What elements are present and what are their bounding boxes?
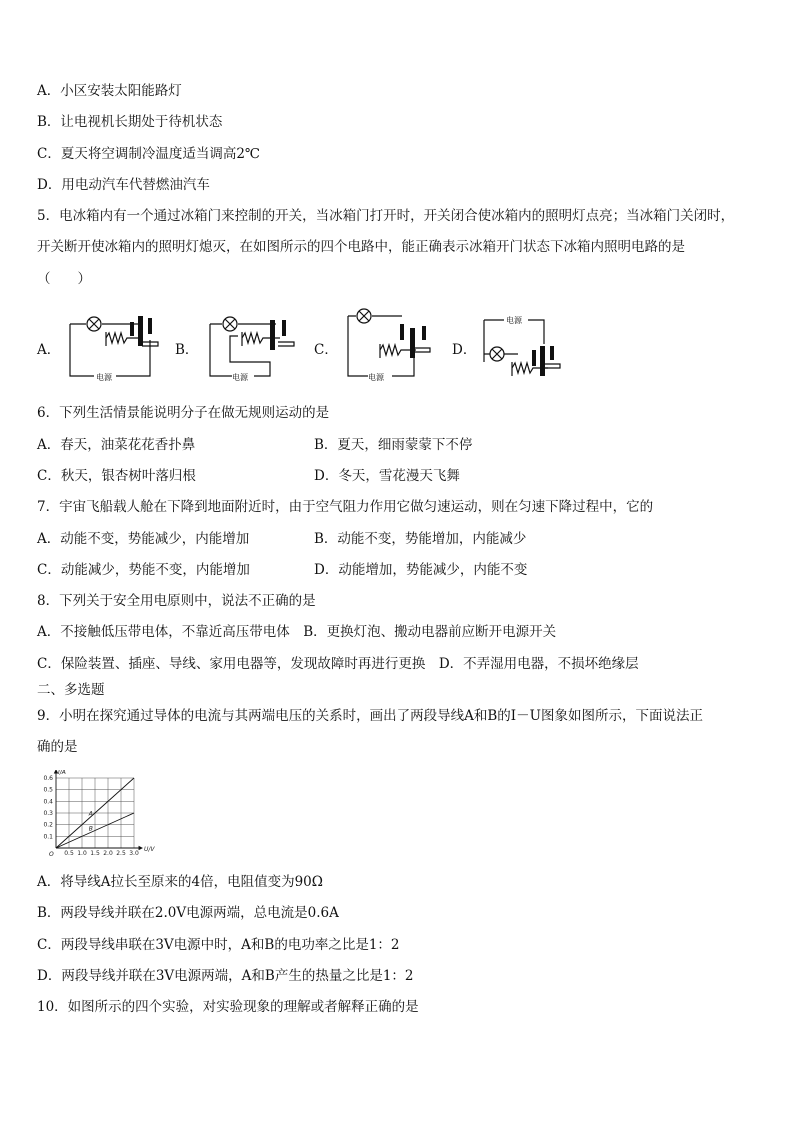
q9-stem-line2: 确的是 <box>37 739 78 755</box>
y-tick-label: 0.3 <box>43 810 53 817</box>
q4-option-a: A．小区安装太阳能路灯 <box>37 83 182 99</box>
q8-stem: 8．下列关于安全用电原则中，说法不正确的是 <box>37 593 316 609</box>
x-tick-label: 3.0 <box>129 850 139 857</box>
q9-stem-line1: 9．小明在探究通过导体的电流与其两端电压的关系时，画出了两段导线A和B的I－U图象如图所示，下面说法正 <box>37 708 703 724</box>
q6-option-d: D．冬天，雪花漫天飞舞 <box>314 468 460 484</box>
q10-stem: 10．如图所示的四个实验，对实验现象的理解或者解释正确的是 <box>37 999 419 1015</box>
q6-option-b: B．夏天，细雨蒙蒙下不停 <box>314 437 473 453</box>
q5-diagram-label-c: C． <box>314 342 338 358</box>
y-tick-label: 0.4 <box>43 798 53 806</box>
power-source-label: 电源 <box>368 373 384 382</box>
q8-options-ab: A．不接触低压带电体，不靠近高压带电体 B．更换灯泡、搬动电器前应断开电源开关 <box>37 624 557 640</box>
q7-option-d: D．动能增加，势能减少，内能不变 <box>314 562 528 578</box>
q5-stem-line1: 5．电冰箱内有一个通过冰箱门来控制的开关，当冰箱门打开时，开关闭合使冰箱内的照明灯点亮；当冰箱门关闭时， <box>37 208 735 224</box>
x-axis-arrow <box>139 847 142 850</box>
power-source-label: 电源 <box>506 316 522 325</box>
iu-graph <box>36 770 156 862</box>
y-tick-label: 0.5 <box>43 786 53 794</box>
series-label-b: B <box>88 825 93 833</box>
x-tick-label: 0.5 <box>64 850 74 857</box>
origin-label: O <box>49 851 54 858</box>
y-tick-label: 0.6 <box>43 775 53 782</box>
q5-diagram-label-b: B． <box>175 342 199 358</box>
x-tick-label: 2.5 <box>116 850 126 857</box>
q4-option-c: C．夏天将空调制冷温度适当调高2℃ <box>37 146 261 162</box>
q7-stem: 7．宇宙飞船载人舱在下降到地面附近时，由于空气阻力作用它做匀速运动，则在匀速下降过程中，它的 <box>37 499 654 515</box>
q6-option-a: A．春天，油菜花花香扑鼻 <box>37 437 196 453</box>
q5-answer-blank: （ ） <box>37 271 91 287</box>
q6-stem: 6．下列生活情景能说明分子在做无规则运动的是 <box>37 405 330 421</box>
power-source-label: 电源 <box>96 373 112 382</box>
power-source-label: 电源 <box>232 373 248 382</box>
q4-option-d: D．用电动汽车代替燃油汽车 <box>37 177 210 193</box>
x-axis-label: U/V <box>144 846 155 853</box>
circuit-diagram-b <box>204 306 304 384</box>
q9-option-b: B．两段导线并联在2.0V电源两端，总电流是0.6A <box>37 905 339 921</box>
q6-option-c: C．秋天，银杏树叶落归根 <box>37 468 196 484</box>
x-tick-label: 2.0 <box>103 850 113 857</box>
q9-option-c: C．两段导线串联在3V电源中时，A和B的电功率之比是1：2 <box>37 937 400 953</box>
circuit-diagram-c <box>342 306 442 384</box>
q7-option-b: B．动能不变，势能增加，内能减少 <box>314 531 527 547</box>
q8-options-cd: C．保险装置、插座、导线、家用电器等，发现故障时再进行更换 D．不弄湿用电器，不损坏绝缘层 <box>37 656 639 672</box>
q5-stem-line2: 开关断开使冰箱内的照明灯熄灭，在如图所示的四个电路中，能正确表示冰箱开门状态下冰箱内照明电路的是 <box>37 239 685 255</box>
y-tick-label: 0.2 <box>43 821 53 829</box>
q5-diagram-label-d: D． <box>452 342 477 358</box>
q7-option-a: A．动能不变，势能减少，内能增加 <box>37 531 250 547</box>
circuit-diagram-d <box>478 306 578 384</box>
series-label-a: A <box>88 810 93 818</box>
q9-option-d: D．两段导线并联在3V电源两端，A和B产生的热量之比是1：2 <box>37 968 414 984</box>
x-tick-label: 1.0 <box>77 850 87 857</box>
x-tick-label: 1.5 <box>90 850 100 857</box>
q7-option-c: C．动能减少，势能不变，内能增加 <box>37 562 250 578</box>
q4-option-b: B．让电视机长期处于待机状态 <box>37 114 223 130</box>
q9-option-a: A．将导线A拉长至原来的4倍，电阻值变为90Ω <box>37 874 323 890</box>
circuit-diagram-a <box>66 306 166 384</box>
y-tick-label: 0.1 <box>43 833 53 841</box>
y-axis-label: I/A <box>58 770 66 776</box>
q5-diagram-label-a: A． <box>37 342 61 358</box>
section-heading: 二、多选题 <box>37 682 105 698</box>
